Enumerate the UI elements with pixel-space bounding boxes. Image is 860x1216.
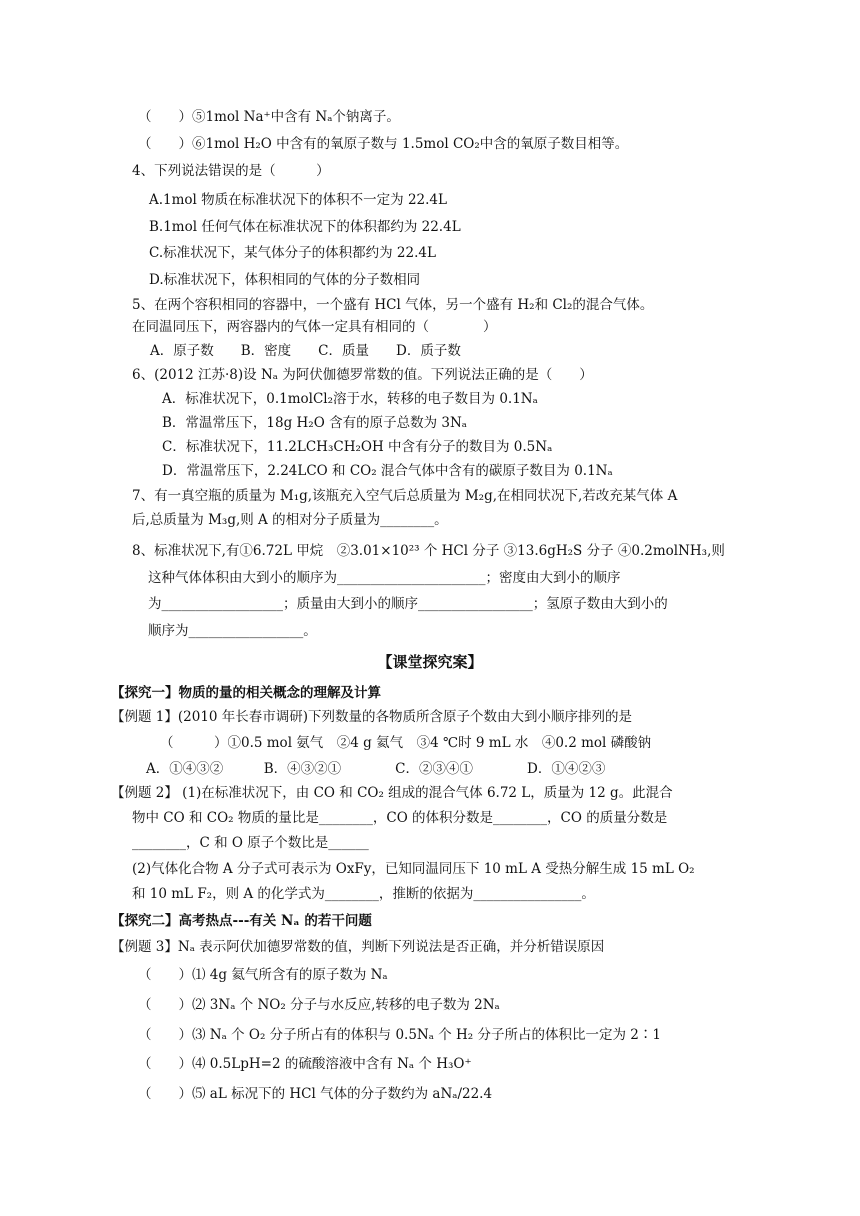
- example-2-line4: (2)气体化合物 A 分子式可表示为 OxFy，已知同温同压下 10 mL A 受热分解生成 15 mL O₂: [132, 861, 695, 877]
- section-heading: 【课堂探究案】: [377, 653, 483, 671]
- statement-3-2: （ ）⑵ 3Nₐ 个 NO₂ 分子与水反应,转移的电子数为 2Nₐ: [138, 997, 500, 1013]
- option-6a: A．标准状况下，0.1molCl₂溶于水，转移的电子数目为 0.1Nₐ: [162, 391, 538, 407]
- example-2-line5: 和 10 mL F₂，则 A 的化学式为________，推断的依据为________________。: [132, 886, 595, 902]
- options-5: A．原子数 B．密度 C．质量 D．质子数: [150, 343, 461, 359]
- option-4d: D.标准状况下，体积相同的气体的分子数相同: [149, 272, 421, 288]
- example-3-intro: 【例题 3】Nₐ 表示阿伏加德罗常数的值，判断下列说法是否正确，并分析错误原因: [111, 939, 605, 955]
- option-6b: B．常温常压下，18g H₂O 含有的原子总数为 3Nₐ: [162, 415, 467, 431]
- explore-2-title: 【探究二】高考热点---有关 Nₐ 的若干问题: [111, 913, 372, 929]
- statement-3-4: （ ）⑷ 0.5LpH=2 的硫酸溶液中含有 Nₐ 个 H₃O⁺: [138, 1056, 472, 1072]
- option-4a: A.1mol 物质在标准状况下的体积不一定为 22.4L: [149, 192, 447, 208]
- statement-5: （ ）⑤1mol Na⁺中含有 Nₐ个钠离子。: [138, 109, 400, 125]
- example-1-line2: （ ）①0.5 mol 氨气 ②4 g 氦气 ③4 ℃时 9 mL 水 ④0.2 mol 磷酸钠: [160, 735, 652, 751]
- example-2-line1: 【例题 2】 (1)在标准状况下，由 CO 和 CO₂ 组成的混合气体 6.72 L，质量为 12 g。此混合: [111, 785, 673, 801]
- example-2-line2: 物中 CO 和 CO₂ 物质的量比是________，CO 的体积分数是________，CO 的质量分数是: [132, 810, 668, 826]
- option-4b: B.1mol 任何气体在标准状况下的体积都约为 22.4L: [149, 219, 461, 235]
- explore-1-title: 【探究一】物质的量的相关概念的理解及计算: [111, 685, 381, 701]
- question-8-line4: 顺序为_________________。: [148, 623, 317, 639]
- question-6: 6、(2012 江苏·8)设 Nₐ 为阿伏伽德罗常数的值。下列说法正确的是（ ）: [132, 367, 593, 383]
- question-7-line1: 7、有一真空瓶的质量为 M₁g,该瓶充入空气后总质量为 M₂g,在相同状况下,若改充某气体 A: [132, 488, 678, 504]
- example-1-line1: 【例题 1】(2010 年长春市调研)下列数量的各物质所含原子个数由大到小顺序排列的是: [111, 709, 633, 725]
- example-2-line3: ________，C 和 O 原子个数比是______: [132, 835, 369, 851]
- question-5-line1: 5、在两个容积相同的容器中，一个盛有 HCl 气体，另一个盛有 H₂和 Cl₂的混合气体。: [132, 297, 654, 313]
- example-1-options: A．①④③② B．④③②① C．②③④① D．①④②③: [146, 761, 606, 777]
- statement-6: （ ）⑥1mol H₂O 中含有的氧原子数与 1.5mol CO₂中含的氧原子数目相等。: [138, 136, 629, 152]
- question-5-line2: 在同温同压下，两容器内的气体一定具有相同的（ ）: [132, 319, 497, 335]
- question-4: 4、下列说法错误的是（ ）: [132, 163, 330, 179]
- option-6d: D．常温常压下，2.24LCO 和 CO₂ 混合气体中含有的碳原子数目为 0.1Nₐ: [162, 463, 613, 479]
- statement-3-1: （ ）⑴ 4g 氦气所含有的原子数为 Nₐ: [138, 967, 388, 983]
- option-6c: C．标准状况下，11.2LCH₃CH₂OH 中含有分子的数目为 0.5Nₐ: [162, 439, 553, 455]
- question-8-line3: 为__________________；质量由大到小的顺序_________________；氢原子数由大到小的: [148, 596, 668, 612]
- question-8-line1: 8、标准状况下,有①6.72L 甲烷 ②3.01×10²³ 个 HCl 分子 ③13.6gH₂S 分子 ④0.2molNH₃,则: [132, 543, 725, 559]
- question-8-line2: 这种气体体积由大到小的顺序为______________________；密度由大到小的顺序: [148, 570, 621, 586]
- option-4c: C.标准状况下，某气体分子的体积都约为 22.4L: [149, 245, 436, 261]
- statement-3-5: （ ）⑸ aL 标况下的 HCl 气体的分子数约为 aNₐ/22.4: [138, 1086, 493, 1102]
- question-7-line2: 后,总质量为 M₃g,则 A 的相对分子质量为________。: [132, 512, 448, 528]
- statement-3-3: （ ）⑶ Nₐ 个 O₂ 分子所占有的体积与 0.5Nₐ 个 H₂ 分子所占的体积比一定为 2∶1: [138, 1027, 661, 1043]
